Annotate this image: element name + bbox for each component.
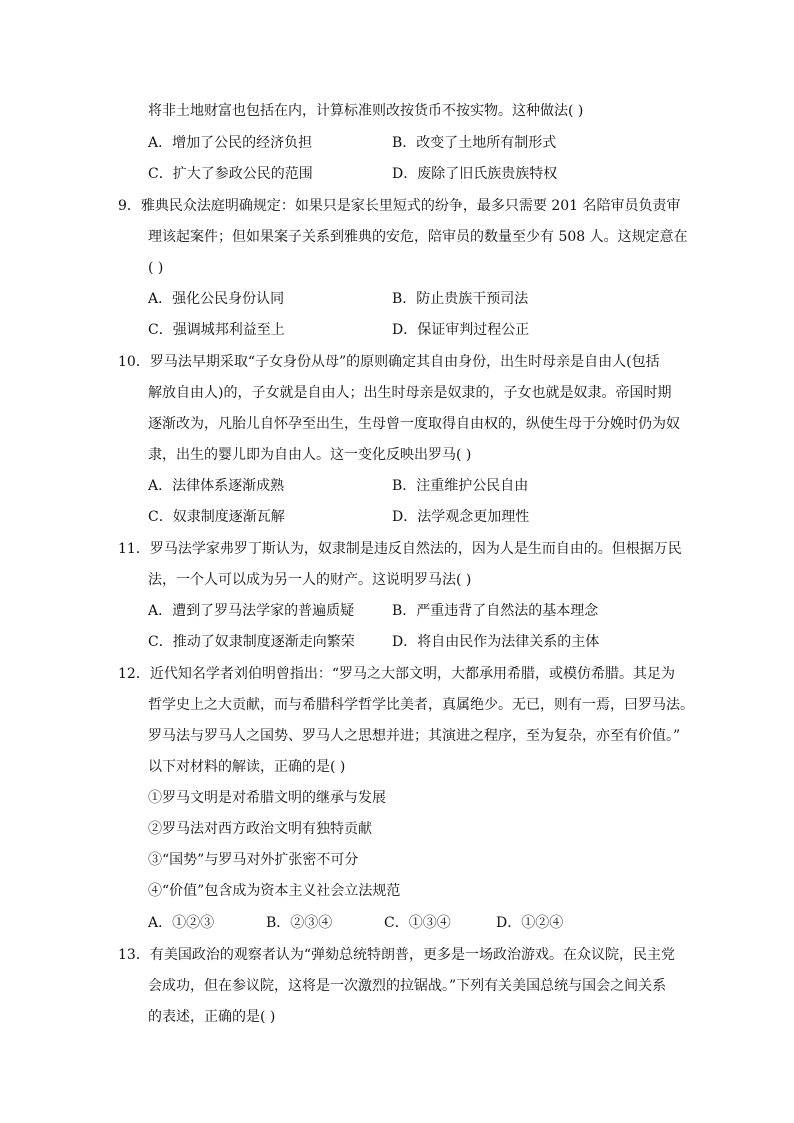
- q9-option-b: B．防止贵族干预司法: [392, 291, 529, 307]
- q8-option-d: D．废除了旧氏族贵族特权: [392, 166, 558, 182]
- q12-item-4: ④“价值”包含成为资本主义社会立法规范: [148, 883, 401, 899]
- q10-line-2: 解放自由人)的，子女就是自由人；出生时母亲是奴隶的，子女也就是奴隶。帝国时期: [148, 385, 672, 401]
- q12-line-3: 罗马法与罗马人之国势、罗马人之思想并进；其演进之程序，至为复杂，亦至有价值。”: [148, 728, 681, 744]
- q12-option-b: B．②③④: [266, 915, 333, 931]
- q9-option-a: A．强化公民身份认同: [148, 291, 285, 307]
- q13-line-3: 的表述，正确的是( ): [148, 1009, 276, 1025]
- q12-line-4: 以下对材料的解读，正确的是( ): [148, 759, 346, 775]
- q8-option-c: C．扩大了参政公民的范围: [148, 166, 313, 182]
- q10-option-d: D．法学观念更加理性: [392, 509, 530, 525]
- q11-option-a: A．遭到了罗马法学家的普遍质疑: [148, 603, 355, 619]
- q11-line-2: 法，一个人可以成为另一人的财产。这说明罗马法( ): [148, 572, 472, 588]
- q9-option-d: D．保证审判过程公正: [392, 322, 530, 338]
- q11-line-1: 11．罗马法学家弗罗丁斯认为，奴隶制是违反自然法的，因为人是生而自由的。但根据万民: [118, 541, 682, 557]
- q10-option-c: C．奴隶制度逐渐瓦解: [148, 509, 285, 525]
- q9-line-1: 9．雅典民众法庭明确规定：如果只是家长里短式的纷争，最多只需要 201 名陪审员负责审: [118, 198, 681, 214]
- q12-item-2: ②罗马法对西方政治文明有独特贡献: [148, 821, 372, 837]
- q10-line-4: 隶，出生的婴儿即为自由人。这一变化反映出罗马( ): [148, 447, 472, 463]
- q11-option-d: D．将自由民作为法律关系的主体: [392, 634, 600, 650]
- q13-line-2: 会成功，但在参议院，这将是一次激烈的拉锯战。”下列有关美国总统与国会之间关系: [148, 978, 667, 994]
- q10-option-b: B．注重维护公民自由: [392, 478, 529, 494]
- q11-option-b: B．严重违背了自然法的基本理念: [392, 603, 599, 619]
- q11-option-c: C．推动了奴隶制度逐渐走向繁荣: [148, 634, 355, 650]
- q12-item-1: ①罗马文明是对希腊文明的继承与发展: [148, 790, 386, 806]
- q10-line-1: 10．罗马法早期采取“子女身份从母”的原则确定其自由身份，出生时母亲是自由人(包括: [118, 354, 660, 370]
- q9-line-2: 理该起案件；但如果案子关系到雅典的安危，陪审员的数量至少有 508 人。这规定意在: [148, 229, 688, 245]
- q12-line-1: 12．近代知名学者刘伯明曾指出：“罗马之大部文明，大都承用希腊，或模仿希腊。其足为: [118, 666, 675, 682]
- q8-option-b: B．改变了土地所有制形式: [392, 135, 557, 151]
- q12-option-d: D．①②④: [496, 915, 564, 931]
- q8-option-a: A．增加了公民的经济负担: [148, 135, 313, 151]
- q12-option-a: A．①②③: [148, 915, 215, 931]
- q13-line-1: 13．有美国政治的观察者认为“弹劾总统特朗普，更多是一场政治游戏。在众议院，民主党: [118, 947, 675, 963]
- q12-item-3: ③“国势”与罗马对外扩张密不可分: [148, 852, 359, 868]
- q10-line-3: 逐渐改为，凡胎儿自怀孕至出生，生母曾一度取得自由权的，纵使生母于分娩时仍为奴: [148, 416, 680, 432]
- q9-option-c: C．强调城邦利益至上: [148, 322, 285, 338]
- q12-line-2: 哲学史上之大贡献，而与希腊科学哲学比美者，真属绝少。无已，则有一焉，曰罗马法。: [148, 697, 694, 713]
- q9-line-3: ( ): [148, 260, 164, 276]
- q10-option-a: A．法律体系逐渐成熟: [148, 478, 285, 494]
- q12-option-c: C．①③④: [384, 915, 451, 931]
- q8-continuation: 将非土地财富也包括在内，计算标准则改按货币不按实物。这种做法( ): [148, 103, 584, 119]
